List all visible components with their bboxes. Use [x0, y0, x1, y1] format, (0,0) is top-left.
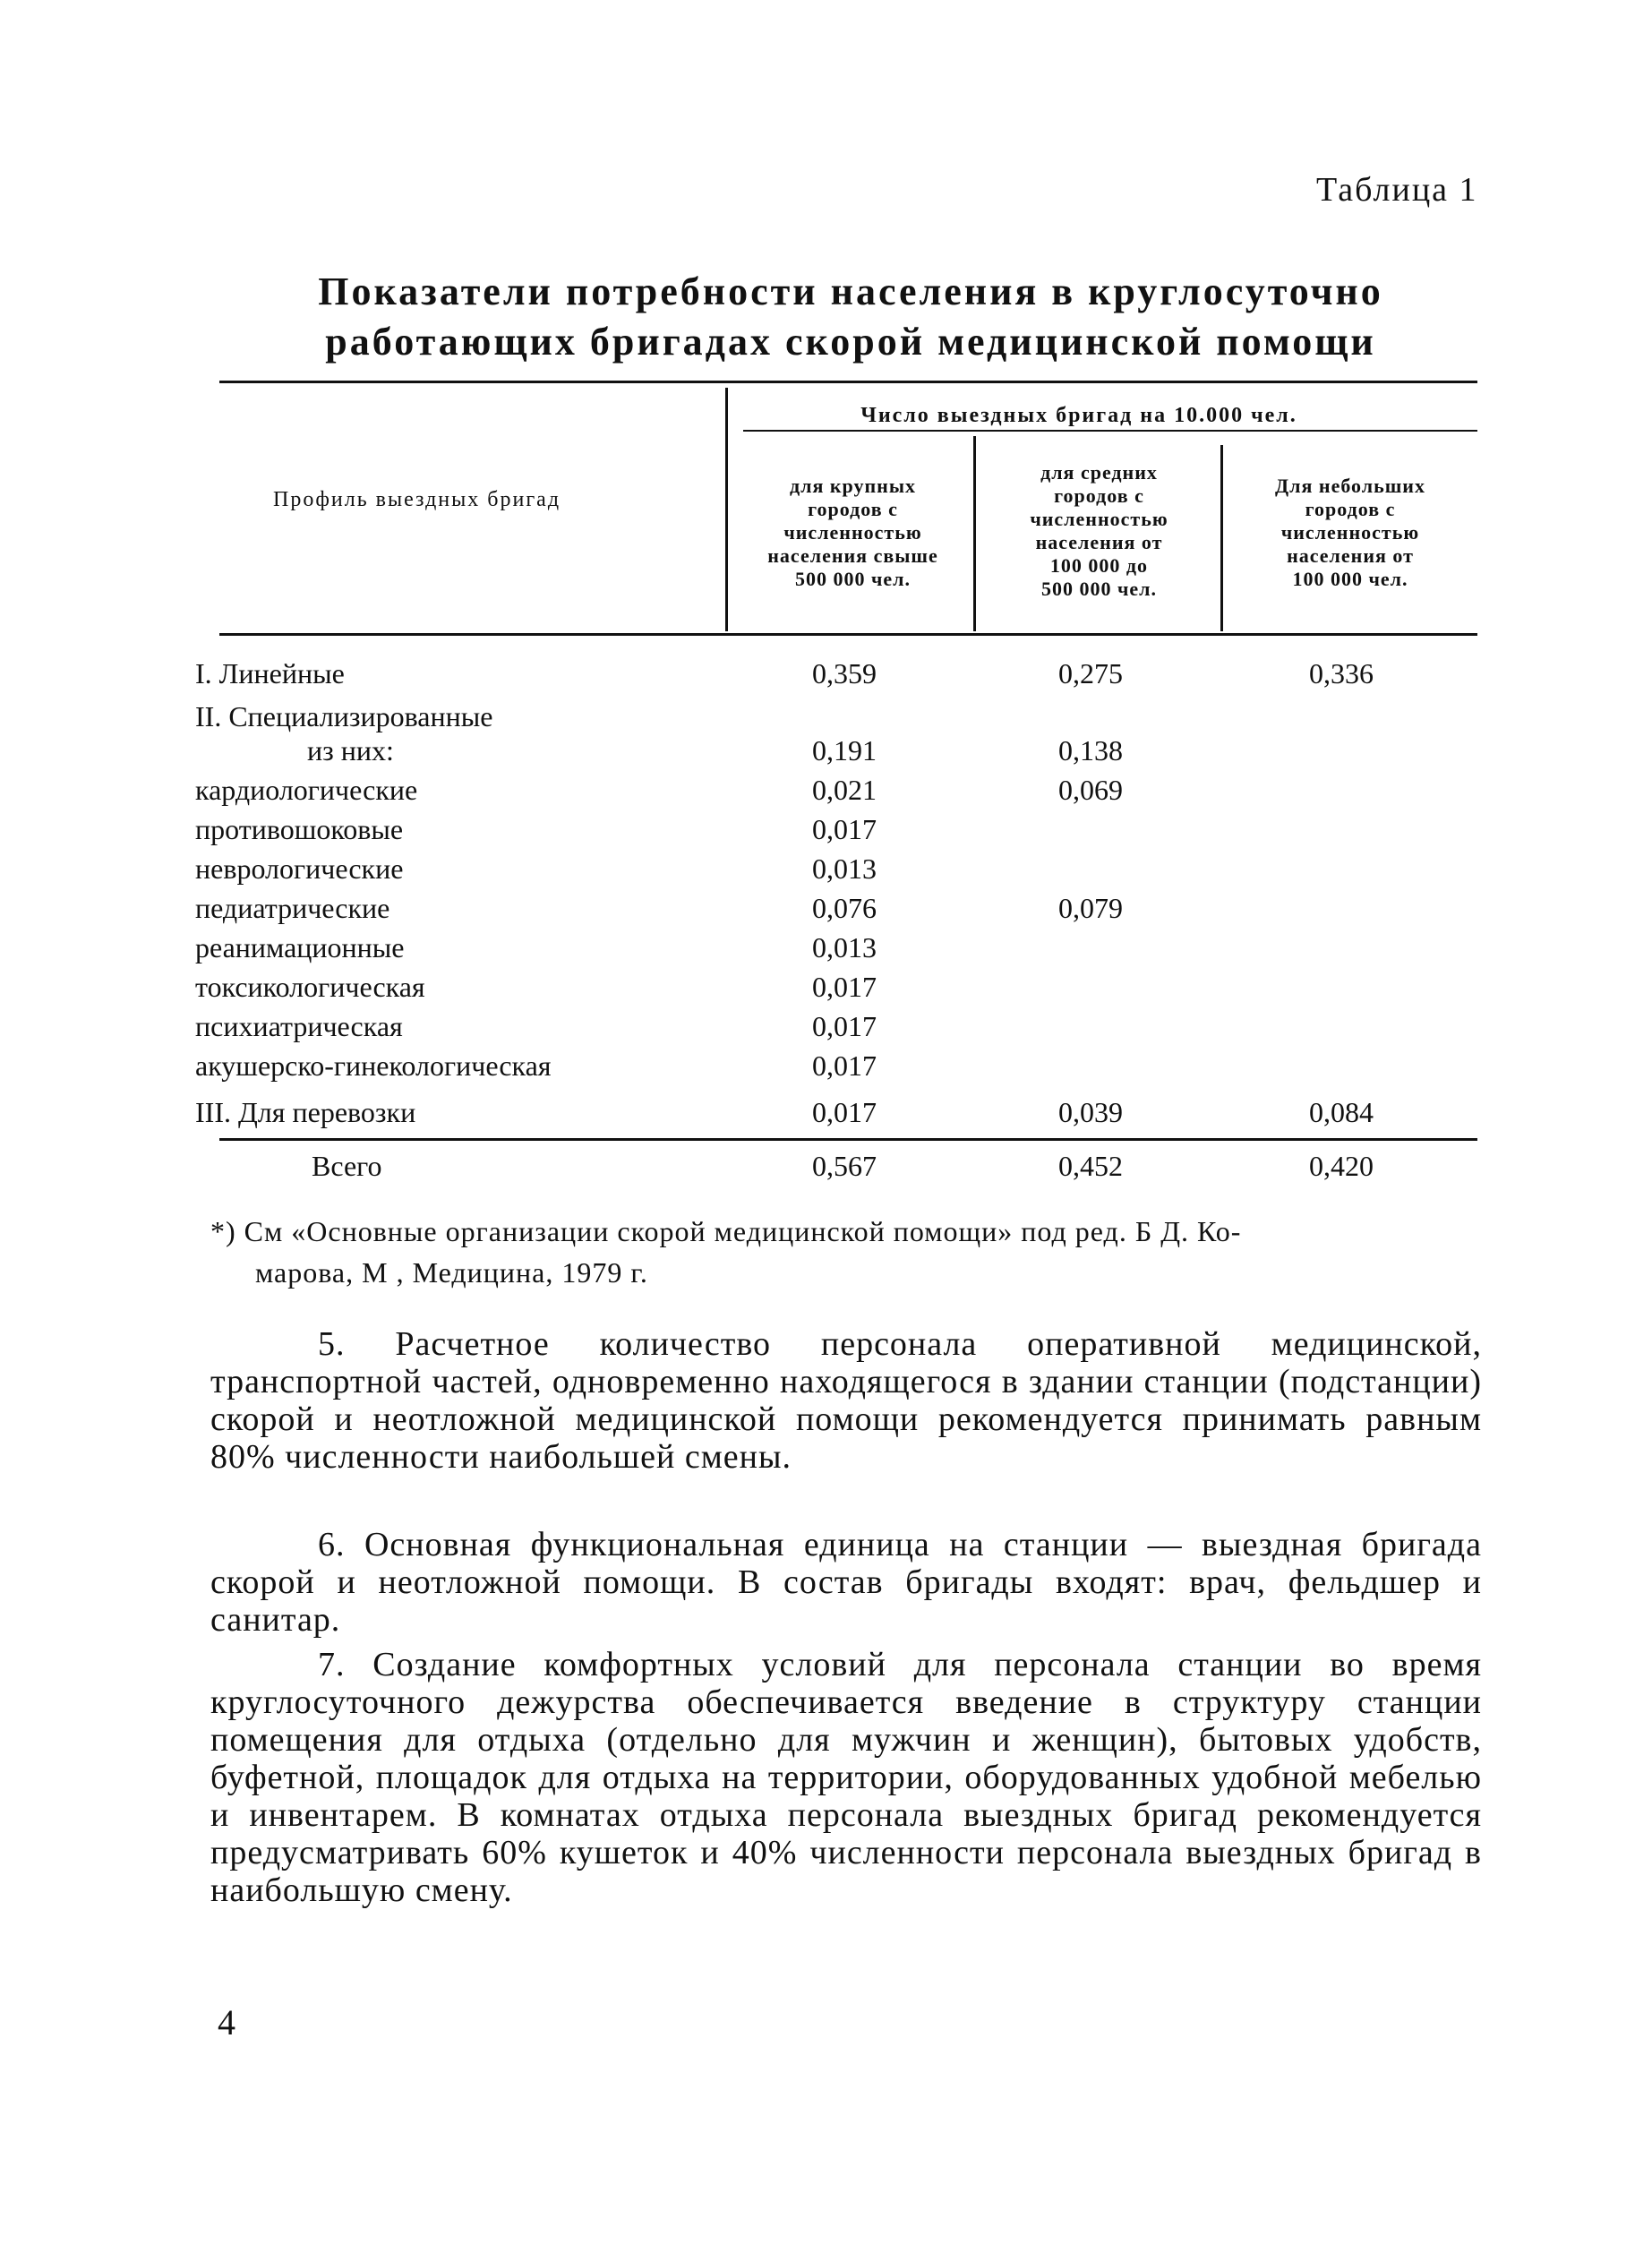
value-small-cities: 0,420: [1309, 1150, 1374, 1182]
value-large-cities: 0,013: [812, 852, 877, 885]
column-header-large-cities: для крупных городов с численностью населения свыше 500 000 чел.: [767, 475, 938, 590]
paragraph-5: 5. Расчетное количество персонала оперативной медицинской, транспортной частей, одновременно находящегося в здании станции (подстанции) скорой и неотложной медицинской помощи рекомендуется принимать равным 80% численности наибольшей смены.: [210, 1325, 1482, 1476]
header-bottom-rule: [219, 633, 1477, 636]
table-row: [195, 852, 1485, 888]
group-header: Число выездных бригад на 10.000 чел.: [860, 404, 1297, 427]
column-header-small-cities: Для небольших городов с численностью населения от 100 000 чел.: [1275, 475, 1425, 590]
value-medium-cities: 0,452: [1058, 1150, 1123, 1182]
row-label: неврологические: [195, 852, 404, 885]
profile-header: Профиль выездных бригад: [273, 488, 561, 511]
value-medium-cities: 0,079: [1058, 892, 1123, 924]
column-header-medium-cities: для средних городов с численностью населения от 100 000 до 500 000 чел.: [1030, 461, 1168, 600]
header-vertical-rule-1: [725, 388, 728, 631]
value-large-cities: 0,013: [812, 931, 877, 963]
table-row: [195, 1049, 1485, 1085]
table-row: [195, 931, 1485, 967]
paragraph-7: 7. Создание комфортных условий для персонала станции во время круглосуточного дежурства обеспечивается введение в структуру станции помещения для отдыха (отдельно для мужчин и женщин), бытовых удобств, буфетной, площадок для отдыха на территории, оборудованных удобной мебелью и инвентарем. В комнатах отдыха персонала выездных бригад рекомендуется предусматривать 60% кушеток и 40% численности персонала выездных бригад в наибольшую смену.: [210, 1646, 1482, 1909]
value-large-cities: 0,017: [812, 1049, 877, 1082]
value-small-cities: 0,336: [1309, 657, 1374, 689]
row-label: I. Линейные: [195, 657, 345, 689]
value-large-cities: 0,359: [812, 657, 877, 689]
row-label: психиатрическая: [195, 1010, 403, 1042]
row-label: III. Для перевозки: [195, 1096, 416, 1128]
footnote: [210, 1211, 1482, 1293]
row-label: акушерско-гинекологическая: [195, 1049, 552, 1082]
value-medium-cities: 0,275: [1058, 657, 1123, 689]
value-medium-cities: 0,138: [1058, 734, 1123, 767]
footnote-line-1: *) См «Основные организации скорой медицинской помощи» под ред. Б Д. Ко-: [210, 1215, 1242, 1247]
row-label: кардиологические: [195, 774, 418, 806]
page-number: 4: [218, 2002, 235, 2043]
table-row: [195, 734, 1485, 770]
row-label: противошоковые: [195, 813, 404, 845]
footnote-line-2: марова, М , Медицина, 1979 г.: [255, 1256, 648, 1289]
total-top-rule: [219, 1138, 1477, 1141]
header-vertical-rule-3: [1220, 445, 1223, 631]
row-label: из них:: [307, 734, 394, 767]
table-header: [219, 381, 1477, 636]
row-label: токсикологическая: [195, 971, 425, 1003]
value-small-cities: 0,084: [1309, 1096, 1374, 1128]
table-row: [195, 657, 1485, 693]
title-line-2: работающих бригадах скорой медицинской помощи: [325, 320, 1376, 364]
value-medium-cities: 0,069: [1058, 774, 1123, 806]
value-large-cities: 0,076: [812, 892, 877, 924]
table-row: [195, 774, 1485, 809]
title-line-1: Показатели потребности населения в круглосуточно: [318, 270, 1383, 313]
value-large-cities: 0,017: [812, 1096, 877, 1128]
value-large-cities: 0,017: [812, 971, 877, 1003]
row-label: Всего: [312, 1150, 382, 1182]
row-label: II. Специализированные: [195, 700, 493, 732]
header-top-rule: [219, 381, 1477, 383]
row-label: реанимационные: [195, 931, 405, 963]
table-row: [195, 1096, 1485, 1132]
value-large-cities: 0,017: [812, 813, 877, 845]
row-label: педиатрические: [195, 892, 390, 924]
table-title: [215, 267, 1486, 367]
paragraph-6: 6. Основная функциональная единица на станции — выездная бригада скорой и неотложной помощи. В состав бригады входят: врач, фельдшер и санитар.: [210, 1526, 1482, 1639]
value-large-cities: 0,021: [812, 774, 877, 806]
value-medium-cities: 0,039: [1058, 1096, 1123, 1128]
table-row-total: [195, 1150, 1485, 1186]
table-row: [195, 700, 1485, 736]
header-vertical-rule-2: [973, 436, 976, 631]
table-row: [195, 813, 1485, 849]
table-row: [195, 892, 1485, 928]
table-row: [195, 1010, 1485, 1046]
value-large-cities: 0,567: [812, 1150, 877, 1182]
value-large-cities: 0,191: [812, 734, 877, 767]
value-large-cities: 0,017: [812, 1010, 877, 1042]
table-label: Таблица 1: [1316, 171, 1478, 209]
table-row: [195, 971, 1485, 1006]
group-under-rule: [743, 430, 1477, 432]
